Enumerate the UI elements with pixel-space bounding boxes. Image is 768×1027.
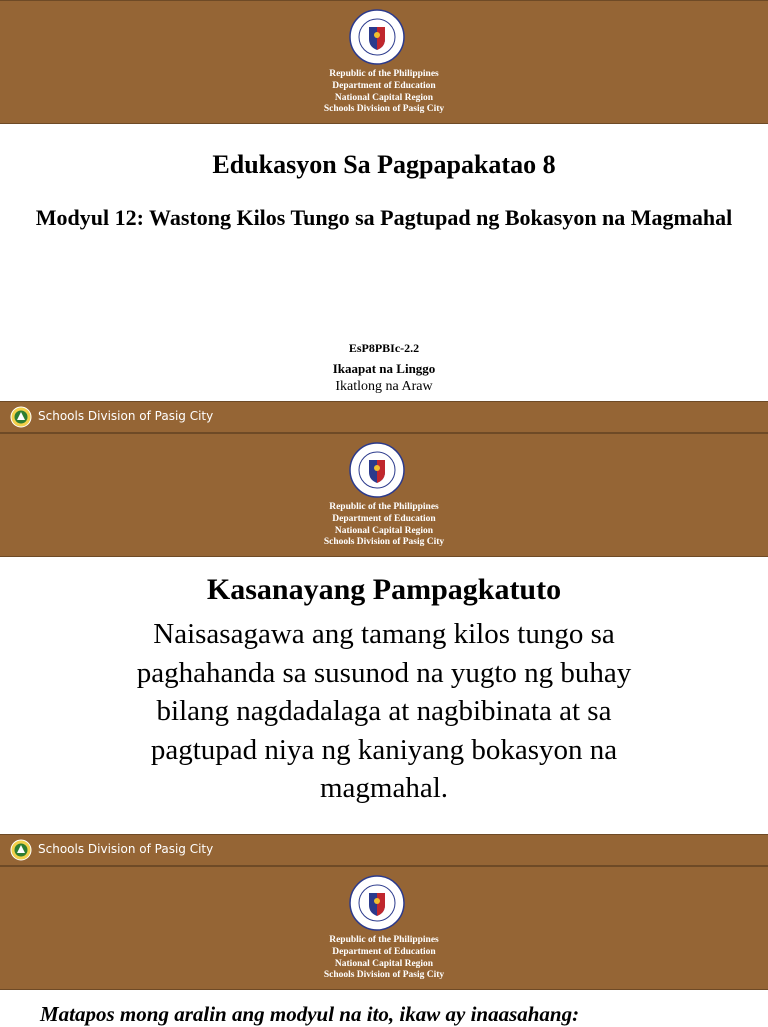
day-label: Ikatlong na Araw (335, 379, 433, 394)
header-banner (0, 0, 768, 124)
header-region: National Capital Region (334, 958, 434, 969)
footer-label: Schools Division of Pasig City (38, 842, 214, 856)
header-text (0, 69, 768, 116)
header-republic: Republic of the Philippines (329, 69, 439, 79)
header-division: Schools Division of Pasig City (323, 104, 445, 115)
header-banner (0, 433, 768, 557)
header-text (0, 935, 768, 982)
header-department: Department of Education (332, 946, 436, 957)
header-republic: Republic of the Philippines (329, 502, 439, 512)
division-logo-icon (10, 839, 32, 861)
header-division: Schools Division of Pasig City (323, 970, 445, 981)
header-department: Department of Education (332, 80, 436, 91)
deped-seal-icon (349, 875, 405, 931)
header-division: Schools Division of Pasig City (323, 537, 445, 548)
header-department: Department of Education (332, 513, 436, 524)
module-title: Modyul 12: Wastong Kilos Tungo sa Pagtupad ng Bokasyon na Magmahal (35, 205, 733, 230)
deped-seal-icon (349, 442, 405, 498)
week-label: Ikaapat na Linggo (332, 361, 436, 376)
deped-seal-icon (349, 9, 405, 65)
competency-heading: Kasanayang Pampagkatuto (206, 573, 562, 606)
division-logo-icon (10, 406, 32, 428)
header-banner (0, 866, 768, 990)
header-region: National Capital Region (334, 92, 434, 103)
objective-intro: Matapos mong aralin ang modyul na ito, ikaw ay inaasahang: (40, 1002, 580, 1026)
footer-bar (0, 401, 768, 433)
competency-code: EsP8PBIc-2.2 (348, 341, 420, 355)
subject-title: Edukasyon Sa Pagpapakatao 8 (212, 150, 556, 179)
header-republic: Republic of the Philippines (329, 935, 439, 945)
footer-bar (0, 834, 768, 866)
header-region: National Capital Region (334, 525, 434, 536)
footer-label: Schools Division of Pasig City (38, 409, 214, 423)
competency-text: Naisasagawa ang tamang kilos tungo sa paghahanda sa susunod na yugto ng buhay bilang nagdadalaga at nagbibinata at sa pagtupad niya ng kaniyang bokasyon na magmahal. (136, 618, 632, 804)
header-text (0, 502, 768, 549)
